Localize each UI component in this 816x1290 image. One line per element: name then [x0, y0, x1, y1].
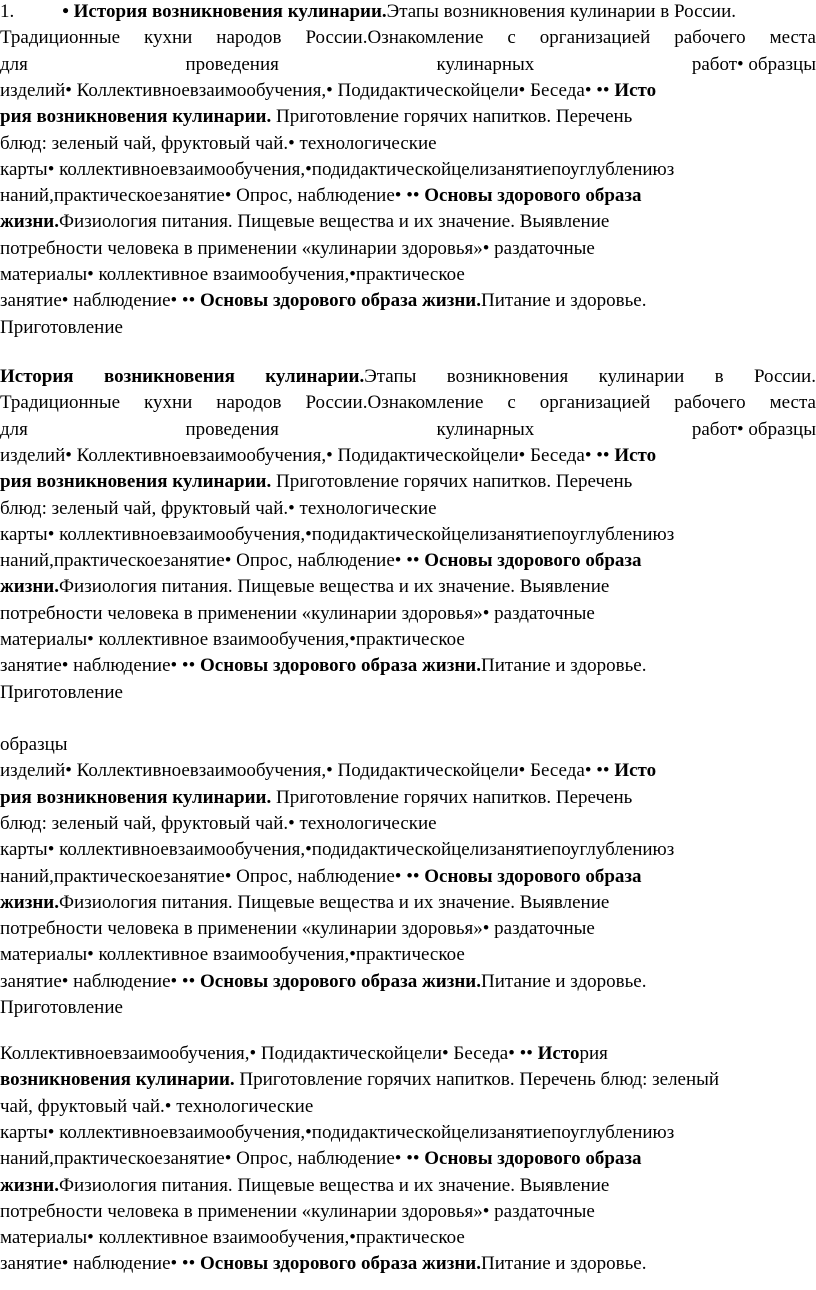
word: народов: [216, 392, 282, 414]
word: Традиционные: [0, 392, 121, 414]
word: места: [769, 392, 816, 414]
word: возникновения: [103, 366, 235, 387]
word: 1.: [0, 1, 15, 22]
text-line: блюд: зеленый чай, фруктовый чай.• технологические: [0, 497, 437, 519]
word: • История возникновения кулинарии.Этапы возникновения кулинарии в России.: [62, 1, 737, 22]
text-line: занятие• наблюдение• •• Основы здорового образа жизни.Питание и здоровье.: [0, 970, 647, 992]
word: кулинарии: [598, 366, 685, 387]
word: кухни: [144, 27, 193, 49]
text-line: жизни.Физиология питания. Пищевые вещества и их значение. Выявление: [0, 891, 610, 913]
text-line: наний,практическоезанятие• Опрос, наблюдение• •• Основы здорового образа: [0, 1148, 642, 1170]
text-line: образцы: [0, 734, 68, 755]
text-line: материалы• коллективное взаимообучения,•практическое: [0, 944, 465, 966]
word: рабочего: [674, 27, 746, 49]
word: народов: [216, 27, 282, 49]
word: организацией: [539, 27, 651, 49]
text-line: наний,практическоезанятие• Опрос, наблюдение• •• Основы здорового образа: [0, 865, 642, 887]
text-line: Приготовление: [0, 997, 123, 1018]
text-line: Приготовление: [0, 681, 123, 703]
text-line: блюд: зеленый чай, фруктовый чай.• технологические: [0, 132, 437, 154]
text-line: блюд: зеленый чай, фруктовый чай.• технологические: [0, 812, 437, 834]
word: кухни: [144, 392, 193, 414]
word: кулинарии.Этапы: [265, 366, 417, 387]
text-line: материалы• коллективное взаимообучения,•практическое: [0, 629, 465, 650]
word: проведения: [185, 53, 279, 75]
text-line: карты• коллективноевзаимообучения,•подидактическойцелизанятиепоуглублениюз: [0, 839, 675, 861]
text-line: [0, 26, 816, 50]
text-line: занятие• наблюдение• •• Основы здорового образа жизни.Питание и здоровье.: [0, 1253, 647, 1275]
text-line: потребности человека в применении «кулинарии здоровья»• раздаточные: [0, 1200, 595, 1222]
text-line: наний,практическоезанятие• Опрос, наблюдение• •• Основы здорового образа: [0, 550, 642, 572]
word: Традиционные: [0, 27, 121, 49]
word: История: [0, 366, 74, 387]
text-line: потребности человека в применении «кулинарии здоровья»• раздаточные: [0, 918, 595, 940]
text-line: карты• коллективноевзаимообучения,•подидактическойцелизанятиепоуглублениюз: [0, 523, 675, 545]
word: кулинарных: [436, 53, 535, 75]
text-line: занятие• наблюдение• •• Основы здорового образа жизни.Питание и здоровье.: [0, 290, 647, 312]
text-line: занятие• наблюдение• •• Основы здорового образа жизни.Питание и здоровье.: [0, 655, 647, 677]
text-line: жизни.Физиология питания. Пищевые вещества и их значение. Выявление: [0, 211, 610, 233]
word: работ• образцы: [691, 418, 816, 440]
word: организацией: [539, 392, 651, 414]
text-line: возникновения кулинарии. Приготовление горячих напитков. Перечень блюд: зеленый: [0, 1069, 720, 1091]
text-line: потребности человека в применении «кулинарии здоровья»• раздаточные: [0, 602, 595, 624]
word: России.: [753, 366, 816, 387]
word: с: [507, 392, 516, 414]
text-line: [0, 0, 816, 24]
text-line: наний,практическоезанятие• Опрос, наблюдение• •• Основы здорового образа: [0, 185, 642, 207]
word: работ• образцы: [691, 53, 816, 75]
text-line: [0, 391, 816, 415]
word: рабочего: [674, 392, 746, 414]
text-line: рия возникновения кулинарии. Приготовление горячих напитков. Перечень: [0, 471, 633, 493]
word: для: [0, 418, 28, 440]
text-line: рия возникновения кулинарии. Приготовление горячих напитков. Перечень: [0, 786, 633, 808]
text-line: изделий• Коллективноевзаимообучения,• Подидактическойцели• Беседа• •• Исто: [0, 760, 657, 782]
text-line: [0, 418, 816, 442]
text-line: изделий• Коллективноевзаимообучения,• Подидактическойцели• Беседа• •• Исто: [0, 444, 657, 466]
text-line: жизни.Физиология питания. Пищевые вещества и их значение. Выявление: [0, 576, 610, 598]
word: возникновения: [446, 366, 569, 387]
word: России.Ознакомление: [305, 392, 484, 414]
text-line: [0, 53, 816, 77]
text-line: жизни.Физиология питания. Пищевые вещества и их значение. Выявление: [0, 1174, 610, 1196]
word: России.Ознакомление: [305, 27, 484, 49]
text-line: Коллективноевзаимообучения,• Подидактическойцели• Беседа• •• История: [0, 1043, 608, 1064]
word: места: [769, 27, 816, 49]
text-line: изделий• Коллективноевзаимообучения,• Подидактическойцели• Беседа• •• Исто: [0, 79, 657, 101]
text-line: карты• коллективноевзаимообучения,•подидактическойцелизанятиепоуглублениюз: [0, 1121, 675, 1143]
text-line: материалы• коллективное взаимообучения,•практическое: [0, 264, 465, 285]
text-line: чай, фруктовый чай.• технологические: [0, 1095, 314, 1117]
word: проведения: [185, 418, 279, 440]
word: с: [507, 27, 516, 49]
text-line: материалы• коллективное взаимообучения,•практическое: [0, 1227, 465, 1249]
text-line: рия возникновения кулинарии. Приготовление горячих напитков. Перечень: [0, 106, 633, 128]
text-line: потребности человека в применении «кулинарии здоровья»• раздаточные: [0, 237, 595, 259]
word: кулинарных: [436, 418, 535, 440]
word: в: [714, 366, 724, 387]
text-line: карты• коллективноевзаимообучения,•подидактическойцелизанятиепоуглублениюз: [0, 158, 675, 180]
text-line: [0, 365, 816, 389]
text-line: Приготовление: [0, 316, 123, 338]
word: для: [0, 53, 28, 75]
